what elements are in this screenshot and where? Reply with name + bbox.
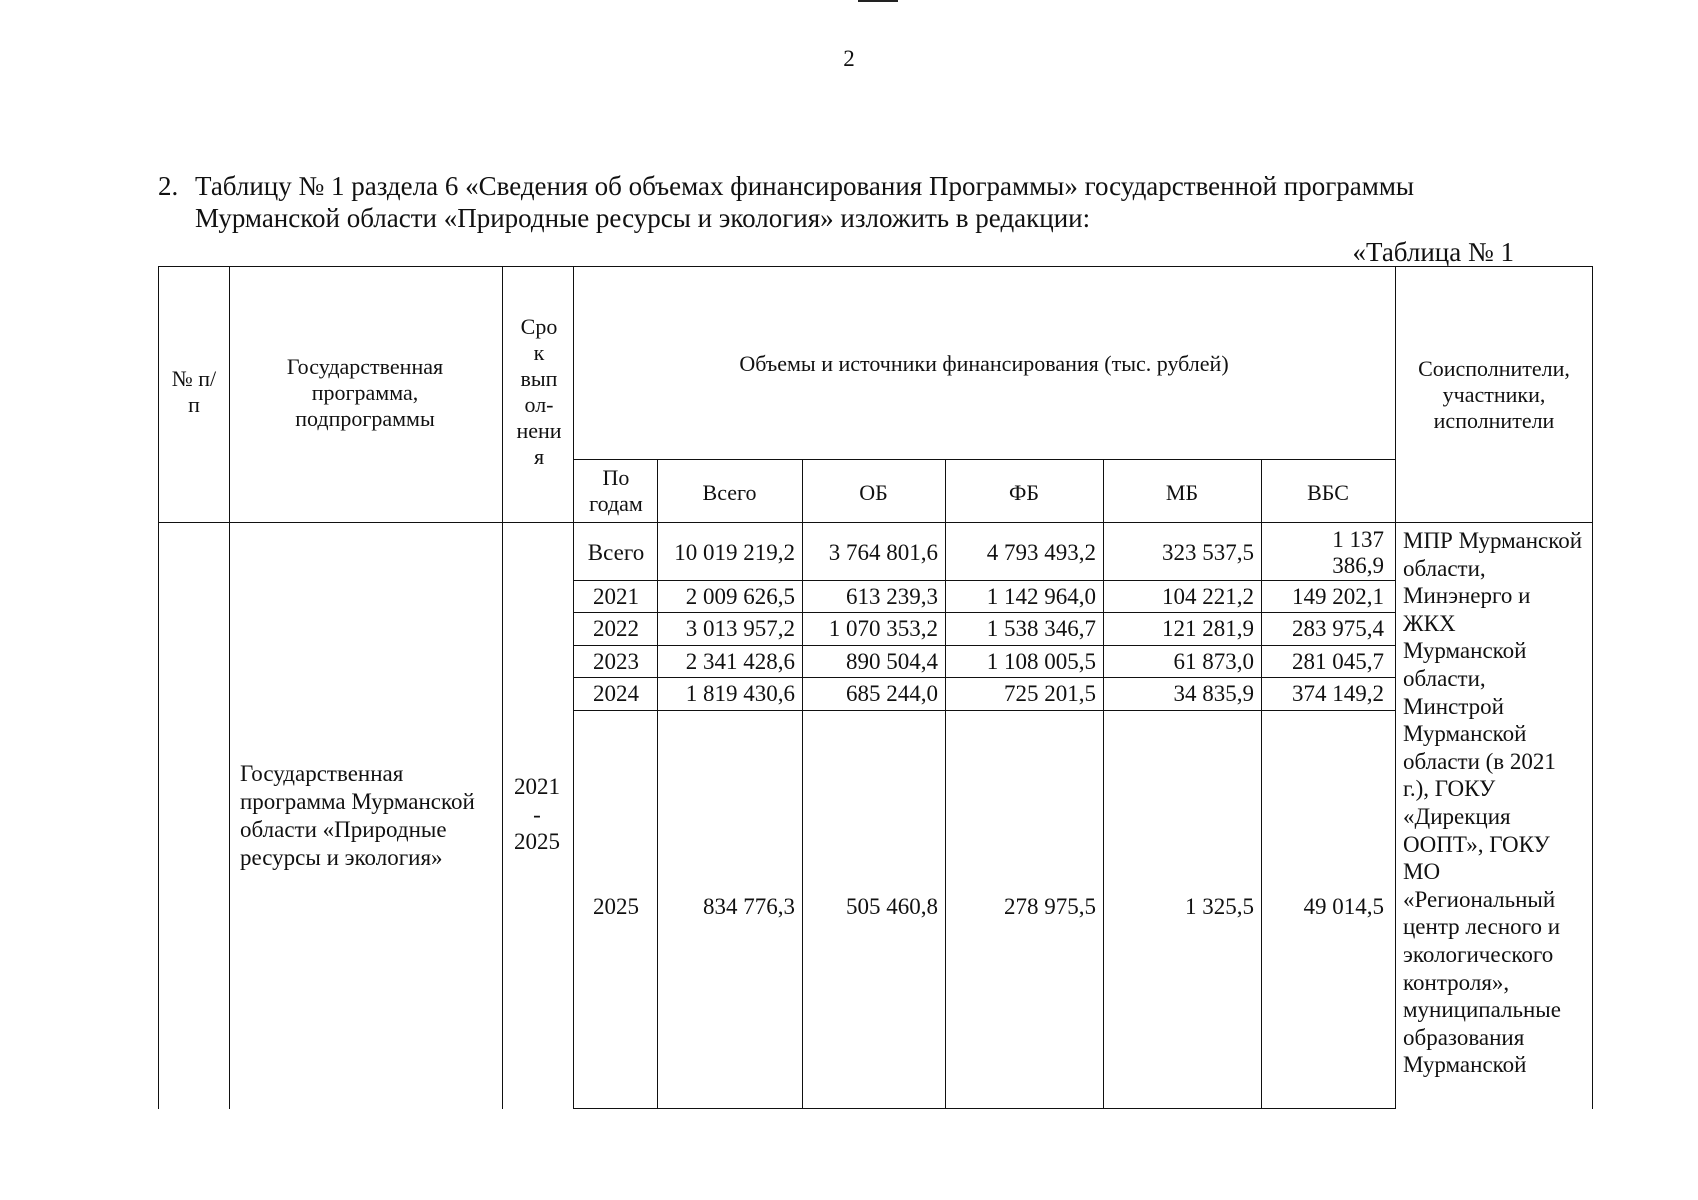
value-cell: 1 142 964,0 [986, 584, 1096, 609]
grid-line [573, 1108, 1395, 1109]
value-cell: 505 460,8 [846, 894, 938, 919]
heading-line-1: Таблицу № 1 раздела 6 «Сведения об объемах финансирования Программы» государственной программы [195, 171, 1415, 201]
subheader-ob: ОБ [859, 480, 888, 505]
grid-line [158, 522, 1593, 523]
page-number: 2 [843, 46, 855, 71]
header-term: Сро к вып ол- нени я [516, 314, 562, 469]
grid-line [1592, 266, 1593, 1109]
program-name: Государственная программа Мурманской области «Природные ресурсы и экология» [240, 761, 475, 870]
value-cell: 3 013 957,2 [685, 616, 795, 641]
value-cell: 149 202,1 [1292, 584, 1384, 609]
value-cell: 1 325,5 [1185, 894, 1254, 919]
year-cell: 2025 [593, 894, 639, 919]
value-cell: 834 776,3 [703, 894, 795, 919]
grid-line [229, 266, 230, 1109]
value-cell: 2 009 626,5 [685, 584, 795, 609]
subheader-vbs: ВБС [1307, 480, 1349, 505]
grid-line [158, 266, 159, 1109]
subheader-mb: МБ [1165, 480, 1199, 505]
year-cell: 2022 [593, 616, 639, 641]
heading-number: 2. [158, 171, 179, 201]
subheader-fb: ФБ [1008, 480, 1039, 505]
value-cell: 61 873,0 [1173, 649, 1254, 674]
grid-line [158, 266, 1593, 267]
value-cell: 890 504,4 [846, 649, 938, 674]
header-no: № п/п [171, 366, 217, 417]
grid-line [573, 710, 1395, 711]
value-cell: 1 538 346,7 [986, 616, 1096, 641]
value-cell: 613 239,3 [846, 584, 938, 609]
value-cell: 121 281,9 [1162, 616, 1254, 641]
value-cell: 374 149,2 [1292, 681, 1384, 706]
header-executors: Соисполнители, участники, исполнители [1418, 356, 1570, 433]
grid-line [502, 266, 503, 1109]
grid-line [573, 612, 1395, 613]
grid-line [1395, 266, 1396, 1109]
value-cell: 10 019 219,2 [674, 540, 795, 565]
heading-line-2: Мурманской области «Природные ресурсы и экология» изложить в редакции: [195, 203, 1091, 233]
value-cell: 1 819 430,6 [685, 681, 795, 706]
value-cell: 1 137 [1332, 527, 1384, 552]
term-dash: - [533, 802, 541, 827]
value-cell: 323 537,5 [1162, 540, 1254, 565]
value-cell: 278 975,5 [1004, 894, 1096, 919]
value-cell: 3 764 801,6 [828, 540, 938, 565]
grid-line [573, 580, 1395, 581]
year-cell: 2021 [593, 584, 639, 609]
value-cell: 386,9 [1332, 553, 1384, 578]
value-cell: 281 045,7 [1292, 649, 1384, 674]
term-start: 2021 [514, 774, 560, 799]
header-funding: Объемы и источники финансирования (тыс. рублей) [739, 351, 1229, 376]
grid-line [573, 645, 1395, 646]
grid-line [573, 266, 574, 1109]
year-cell: 2023 [593, 649, 639, 674]
value-cell: 725 201,5 [1004, 681, 1096, 706]
term-end: 2025 [514, 829, 560, 854]
value-cell: 1 108 005,5 [986, 649, 1096, 674]
header-program: Государственная программа, подпрограммы [286, 354, 444, 431]
year-cell: Всего [587, 540, 645, 565]
value-cell: 49 014,5 [1303, 894, 1384, 919]
value-cell: 34 835,9 [1173, 681, 1254, 706]
table-caption: «Таблица № 1 [1352, 237, 1514, 267]
subheader-years: По годам [589, 465, 643, 516]
value-cell: 4 793 493,2 [986, 540, 1096, 565]
value-cell: 104 221,2 [1162, 584, 1254, 609]
top-mark [858, 0, 898, 2]
value-cell: 685 244,0 [846, 681, 938, 706]
executors-text: МПР Мурманской области, Минэнерго и ЖКХ Мурманской области, Минстрой Мурманской области (в 2021 г.), ГОКУ «Дирекция ООПТ», ГОКУ МО «Региональный центр лесного и экологического контроля», муниципальные образования Мурманской [1403, 528, 1583, 1078]
year-cell: 2024 [593, 681, 639, 706]
subheader-total: Всего [702, 480, 757, 505]
value-cell: 283 975,4 [1292, 616, 1384, 641]
grid-line [573, 459, 1395, 460]
value-cell: 1 070 353,2 [828, 616, 938, 641]
value-cell: 2 341 428,6 [685, 649, 795, 674]
grid-line [573, 677, 1395, 678]
